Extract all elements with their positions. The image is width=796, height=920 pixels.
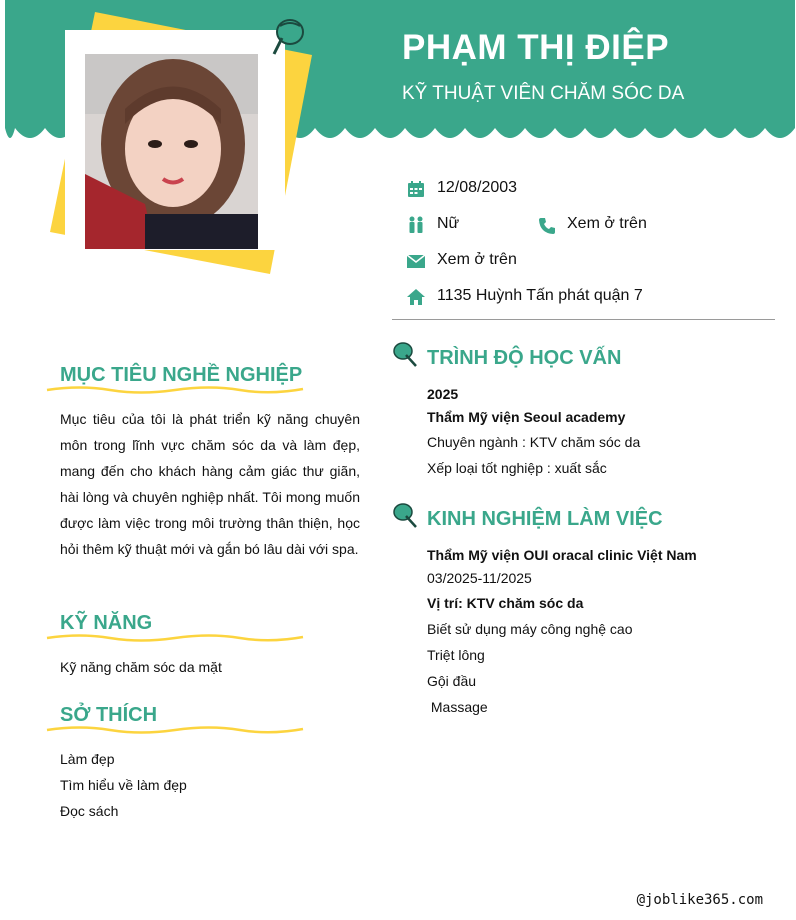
skills-title: KỸ NĂNG — [60, 612, 153, 634]
candidate-name: PHẠM THỊ ĐIỆP — [402, 28, 670, 67]
pushpin-icon — [392, 340, 420, 370]
experience-period: 03/2025-11/2025 — [427, 570, 532, 586]
hobby-item: Làm đẹp — [60, 751, 115, 767]
phone-text: Xem ở trên — [567, 215, 647, 232]
calendar-icon — [406, 179, 426, 199]
hobbies-title: SỞ THÍCH — [60, 704, 158, 726]
mail-icon — [406, 251, 426, 271]
email-text: Xem ở trên — [437, 251, 517, 268]
education-title: TRÌNH ĐỘ HỌC VẤN — [427, 347, 622, 369]
experience-detail: Biết sử dụng máy công nghệ cao — [427, 621, 633, 637]
experience-company: Thẩm Mỹ viện OUI oracal clinic Việt Nam — [427, 547, 697, 563]
gender-icon — [406, 215, 426, 235]
education-grade: Xếp loại tốt nghiệp : xuất sắc — [427, 460, 607, 476]
phone-icon — [537, 216, 557, 236]
contact-divider — [392, 319, 775, 320]
pushpin-icon — [266, 14, 308, 62]
hobbies-underline — [45, 724, 305, 736]
experience-title: KINH NGHIỆM LÀM VIỆC — [427, 508, 663, 530]
dob-text: 12/08/2003 — [437, 179, 518, 196]
objective-underline — [45, 384, 305, 396]
home-icon — [406, 287, 426, 307]
hobby-item: Tìm hiểu về làm đẹp — [60, 777, 187, 793]
experience-detail: Triệt lông — [427, 647, 485, 663]
education-major: Chuyên ngành : KTV chăm sóc da — [427, 434, 641, 450]
education-year: 2025 — [427, 386, 459, 402]
objective-text: Mục tiêu của tôi là phát triển kỹ năng chuyên môn trong lĩnh vực chăm sóc da và làm đẹp, mang đến cho khách hàng cảm giác thư giãn, hài lòng và chuyên nghiệp nhất. Tôi mong muốn được làm việc trong môi trường thân thiện, học hỏi thêm kỹ thuật mới và gắn bó lâu dài với spa. — [60, 411, 360, 557]
experience-detail: Massage — [427, 699, 488, 715]
address-text: 1135 Huỳnh Tấn phát quận 7 — [437, 287, 643, 304]
profile-photo — [85, 54, 258, 249]
experience-position: Vị trí: KTV chăm sóc da — [427, 595, 584, 611]
objective-title: MỤC TIÊU NGHỀ NGHIỆP — [60, 364, 303, 386]
gender-text: Nữ — [437, 215, 460, 232]
skills-underline — [45, 632, 305, 644]
pushpin-icon — [392, 501, 420, 531]
experience-detail: Gội đầu — [427, 673, 477, 689]
candidate-job-title: KỸ THUẬT VIÊN CHĂM SÓC DA — [402, 83, 685, 104]
education-school: Thẩm Mỹ viện Seoul academy — [427, 409, 626, 425]
watermark: @joblike365.com — [636, 892, 763, 908]
skill-item: Kỹ năng chăm sóc da mặt — [60, 659, 222, 675]
hobby-item: Đọc sách — [60, 803, 119, 819]
